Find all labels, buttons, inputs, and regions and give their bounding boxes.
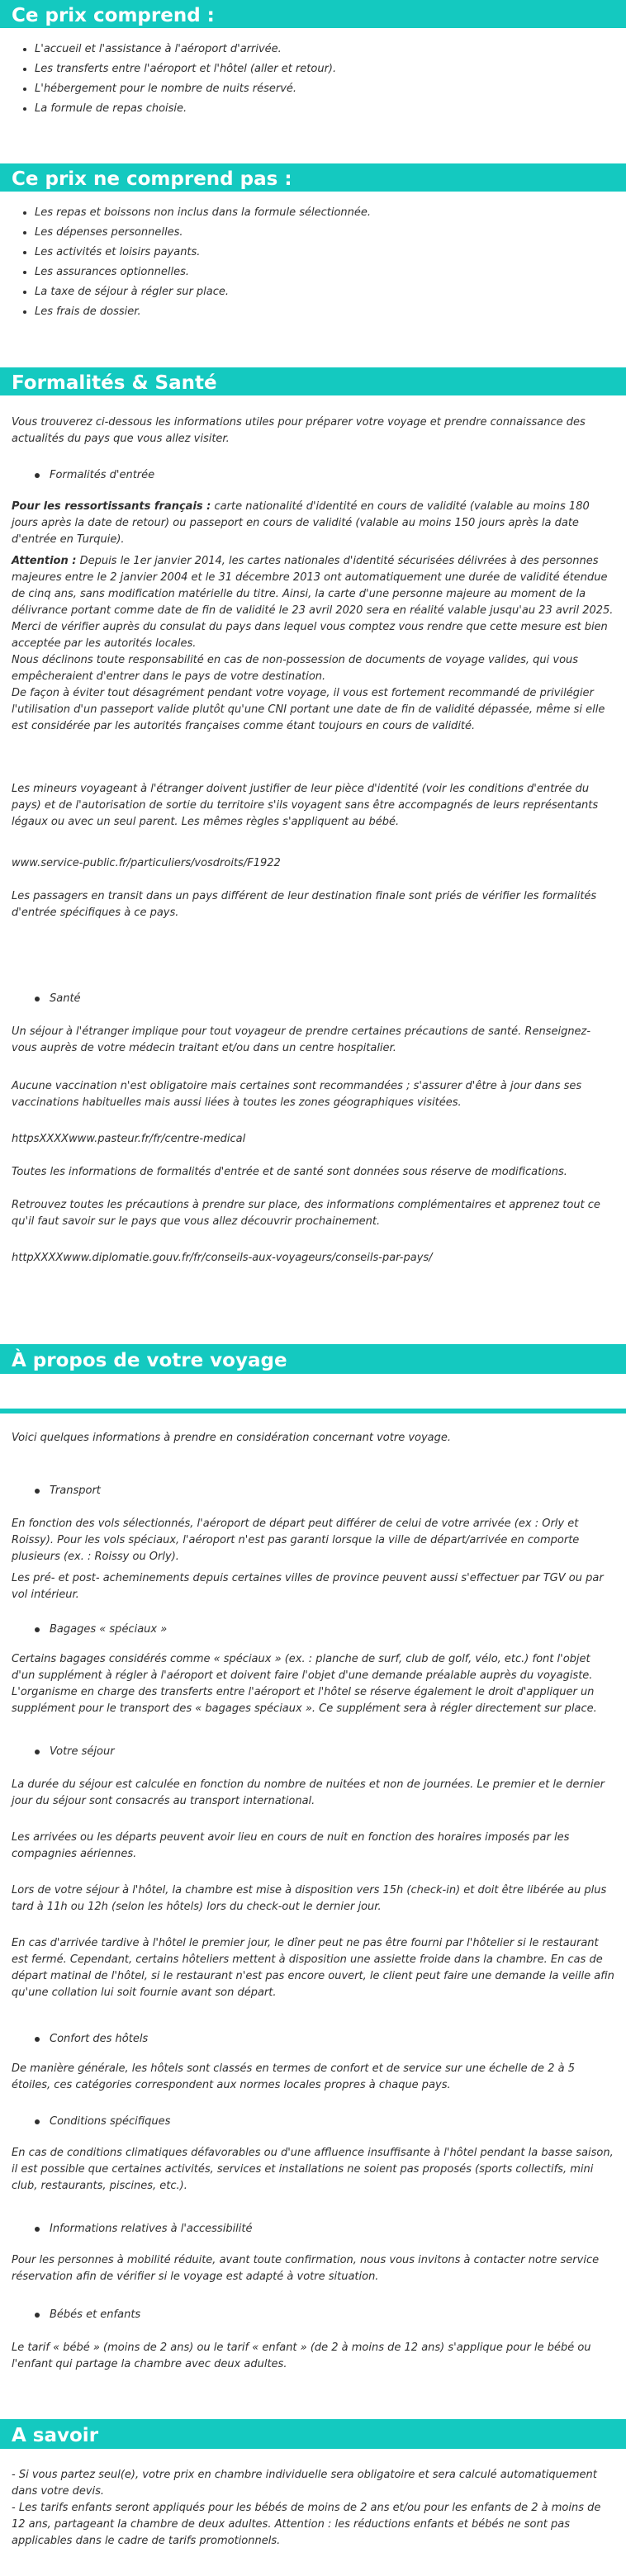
transit-paragraph: Les passagers en transit dans un pays différent de leur destination finale sont priés de vérifier les formalités d'entrée spécifiques à ce pays. bbox=[12, 890, 597, 919]
bebes-paragraph: Le tarif « bébé » (moins de 2 ans) ou le tarif « enfant » (de 2 à moins de 12 ans) s'applique pour le bébé ou l'enfant qui partage la chambre avec deux adultes. bbox=[12, 2342, 591, 2370]
voyage-intro: Voici quelques informations à prendre en considération concernant votre voyage. bbox=[12, 1432, 452, 1444]
list-item: • Les frais de dossier. bbox=[35, 305, 626, 319]
sante-paragraph-2: Aucune vaccination n'est obligatoire mais certaines sont recommandées ; s'assurer d'être à jour dans ses vaccinations habituelles mais aussi liées à toutes les zones géographiques visitées. bbox=[12, 1080, 582, 1109]
ressortissants-paragraph: Pour les ressortissants français : carte nationalité d'identité en cours de validité (valable au moins 180 jours après la date de retour) ou passeport en cours de validité (valable au moins 150 jours après la date d'entrée en Turquie). bbox=[12, 500, 590, 546]
subheading-confort: Confort des hôtels bbox=[0, 2031, 626, 2048]
section-title-formalites: Formalités & Santé bbox=[0, 367, 626, 395]
subheading-sante: Santé bbox=[0, 991, 626, 1007]
non-inclus-list bbox=[0, 206, 626, 319]
subheading-bebes: Bébés et enfants bbox=[0, 2307, 626, 2323]
list-item: • La formule de repas choisie. bbox=[35, 102, 626, 116]
sejour-paragraph-2: Les arrivées ou les départs peuvent avoir lieu en cours de nuit en fonction des horaires imposés par les compagnies aériennes. bbox=[12, 1831, 570, 1860]
subheading-bagages: Bagages « spéciaux » bbox=[0, 1622, 626, 1638]
section-title-inclus: Ce prix comprend : bbox=[0, 0, 626, 28]
confort-paragraph: De manière générale, les hôtels sont classés en termes de confort et de service sur une échelle de 2 à 5 étoiles, ces catégories correspondent aux normes locales propres à chaque pays. bbox=[12, 2062, 575, 2091]
list-item: • Les transferts entre l'aéroport et l'hôtel (aller et retour). bbox=[35, 63, 626, 76]
list-item: • Les dépenses personnelles. bbox=[35, 226, 626, 239]
sejour-paragraph-4: En cas d'arrivée tardive à l'hôtel le premier jour, le dîner peut ne pas être fourni par l'hôtelier si le restaurant est fermé. Cependant, certains hôteliers mettent à disposition une assiette froide dans la chambre. En cas de départ matinal de l'hôtel, si le restaurant n'est pas encore ouvert, le client peut faire une demande la veille afin qu'une collation lui soit fournie avant son départ. bbox=[12, 1937, 614, 1999]
section-title-non-inclus: Ce prix ne comprend pas : bbox=[0, 163, 626, 192]
pasteur-link[interactable]: httpsXXXXwww.pasteur.fr/fr/centre-medical bbox=[12, 1133, 246, 1145]
attention-consulat: Merci de vérifier auprès du consulat du pays dans lequel vous comptez vous rendre que cette mesure est bien acceptée par les autorités locales. bbox=[12, 621, 608, 650]
subheading-formalites-entree: Formalités d'entrée bbox=[0, 467, 626, 484]
attention-responsabilite: Nous déclinons toute responsabilité en cas de non-possession de documents de voyage valides, qui vous empêcheraient d'entrer dans le pays de votre destination. bbox=[12, 654, 579, 683]
list-item: • Les activités et loisirs payants. bbox=[35, 246, 626, 259]
subheading-accessibilite: Informations relatives à l'accessibilité bbox=[0, 2221, 626, 2237]
section-divider bbox=[0, 1409, 626, 1413]
a-savoir-line-2: - Les tarifs enfants seront appliqués pour les bébés de moins de 2 ans et/ou pour les enfants de 2 à moins de 12 ans, partageant la chambre de deux adultes. Attention : les réductions enfants et bébés ne sont pas applicables dans le cadre de tarifs promotionnels. bbox=[12, 2502, 601, 2547]
bullet-icon bbox=[35, 1489, 40, 1494]
bullet-icon bbox=[35, 997, 40, 1002]
bullet-icon bbox=[35, 473, 40, 478]
section-title-a-savoir: A savoir bbox=[0, 2419, 626, 2449]
bullet-icon bbox=[35, 2037, 40, 2042]
subheading-sejour: Votre séjour bbox=[0, 1744, 626, 1760]
a-savoir-line-1: - Si vous partez seul(e), votre prix en chambre individuelle sera obligatoire et sera calculé automatiquement dans votre devis. bbox=[12, 2469, 597, 2498]
bullet-icon bbox=[35, 1750, 40, 1754]
inclus-list bbox=[0, 43, 626, 116]
accessibilite-paragraph: Pour les personnes à mobilité réduite, avant toute confirmation, nous vous invitons à contacter notre service réservation afin de vérifier si le voyage est adapté à votre situation. bbox=[12, 2254, 600, 2283]
subheading-conditions: Conditions spécifiques bbox=[0, 2114, 626, 2130]
list-item: • La taxe de séjour à régler sur place. bbox=[35, 286, 626, 299]
reserve-paragraph: Toutes les informations de formalités d'entrée et de santé sont données sous réserve de modifications. bbox=[12, 1166, 567, 1178]
subheading-transport: Transport bbox=[0, 1483, 626, 1499]
bullet-icon bbox=[35, 2313, 40, 2318]
transport-paragraph-1: En fonction des vols sélectionnés, l'aéroport de départ peut différer de celui de votre arrivée (ex : Orly et Roissy). Pour les vols spéciaux, l'aéroport n'est pas garanti lorsque la ville de départ/arrivée en comporte plusieurs (ex. : Roissy ou Orly). bbox=[12, 1518, 580, 1563]
retrouvez-paragraph: Retrouvez toutes les précautions à prendre sur place, des informations complémentaires et apprenez tout ce qu'il faut savoir sur le pays que vous allez découvrir prochainement. bbox=[12, 1199, 600, 1228]
sejour-paragraph-3: Lors de votre séjour à l'hôtel, la chambre est mise à disposition vers 15h (check-in) et doit être libérée au plus tard à 11h ou 12h (selon les hôtels) lors du check-out le dernier jour. bbox=[12, 1884, 607, 1913]
list-item: • Les assurances optionnelles. bbox=[35, 266, 626, 279]
list-item: • L'accueil et l'assistance à l'aéroport d'arrivée. bbox=[35, 43, 626, 56]
bullet-icon bbox=[35, 2119, 40, 2124]
bagages-paragraph: Certains bagages considérés comme « spéciaux » (ex. : planche de surf, club de golf, vélo, etc.) font l'objet d'un supplément à régler à l'aéroport et doivent faire l'objet d'une demande préalable auprès du voyagiste. L'organisme en charge des transferts entre l'aéroport et l'hôtel se réserve également le droit d'appliquer un supplément pour le transport des « bagages spéciaux ». Ce supplément sera à régler directement sur place. bbox=[12, 1653, 597, 1715]
sante-paragraph-1: Un séjour à l'étranger implique pour tout voyageur de prendre certaines précautions de santé. Renseignez-vous auprès de votre médecin traitant et/ou dans un centre hospitalier. bbox=[12, 1025, 591, 1054]
mineurs-paragraph: Les mineurs voyageant à l'étranger doivent justifier de leur pièce d'identité (voir les conditions d'entrée du pays) et de l'autorisation de sortie du territoire s'ils voyagent sans être accompagnés de leurs représentants légaux ou avec un seul parent. Les mêmes règles s'appliquent au bébé. bbox=[12, 783, 599, 828]
list-item: • L'hébergement pour le nombre de nuits réservé. bbox=[35, 83, 626, 96]
list-item: • Les repas et boissons non inclus dans la formule sélectionnée. bbox=[35, 206, 626, 220]
conditions-paragraph: En cas de conditions climatiques défavorables ou d'une affluence insuffisante à l'hôtel pendant la basse saison, il est possible que certaines activités, services et installations ne soient pas proposés (sports collectifs, mini club, restaurants, piscines, etc.). bbox=[12, 2147, 614, 2192]
attention-paragraph: Attention : Depuis le 1er janvier 2014, les cartes nationales d'identité sécurisées délivrées à des personnes majeures entre le 2 janvier 2004 et le 31 décembre 2013 ont automatiquement une durée de validité étendue de cinq ans, sans modification matérielle du titre. Ainsi, la carte d'une personne majeure au moment de la délivrance portant comme date de fin de validité le 23 avril 2020 sera en réalité valable jusqu'au 23 avril 2025. bbox=[12, 555, 614, 617]
formalites-intro: Vous trouverez ci-dessous les informations utiles pour préparer votre voyage et prendre connaissance des actualités du pays que vous allez visiter. bbox=[12, 416, 586, 445]
diplomatie-link[interactable]: httpXXXXwww.diplomatie.gouv.fr/fr/conseils-aux-voyageurs/conseils-par-pays/ bbox=[12, 1252, 433, 1264]
bullet-icon bbox=[35, 1627, 40, 1632]
sejour-paragraph-1: La durée du séjour est calculée en fonction du nombre de nuitées et non de journées. Le premier et le dernier jour du séjour sont consacrés au transport international. bbox=[12, 1778, 605, 1807]
section-title-voyage: À propos de votre voyage bbox=[0, 1344, 626, 1374]
bullet-icon bbox=[35, 2227, 40, 2232]
attention-passeport: De façon à éviter tout désagrément pendant votre voyage, il vous est fortement recommandé de privilégier l'utilisation d'un passeport valide plutôt qu'une CNI portant une date de fin de validité dépassée, même si elle est considérée par les autorités françaises comme étant toujours en cours de validité. bbox=[12, 687, 605, 732]
transport-paragraph-2: Les pré- et post- acheminements depuis certaines villes de province peuvent aussi s'effectuer par TGV ou par vol intérieur. bbox=[12, 1572, 604, 1601]
service-public-link[interactable]: www.service-public.fr/particuliers/vosdroits/F1922 bbox=[12, 857, 281, 869]
